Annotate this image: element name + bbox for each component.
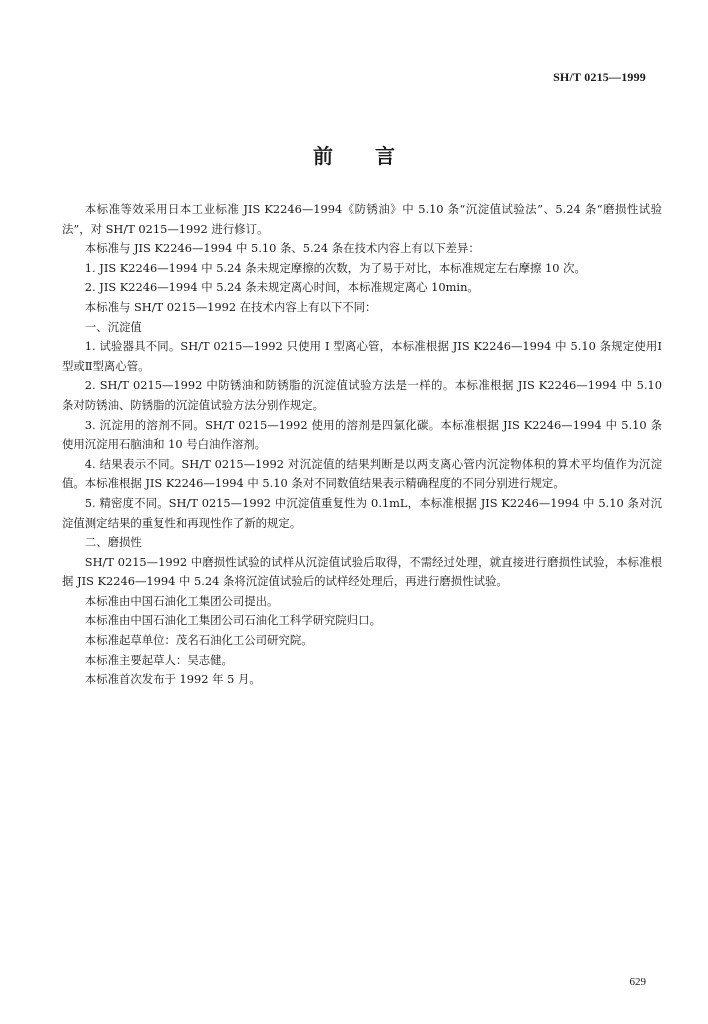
section-heading-abrasion: 二、磨损性 <box>84 535 142 550</box>
paragraph-proposer: 本标准由中国石油化工集团公司提出。 <box>84 593 279 608</box>
paragraph-adoption: 本标准等效采用日本工业标准 JIS K2246—1994《防锈油》中 5.10 条“沉淀值试验法”、5.24 条“磨损性试验法”，对 SH/T 0215—1992 进行修订。 <box>62 202 662 236</box>
section-heading-sediment: 一、沉淀值 <box>84 319 142 334</box>
paragraph-centralized: 本标准由中国石油化工集团公司石油化工科学研究院归口。 <box>84 613 381 628</box>
paragraph-sediment-5: 5. 精密度不同。SH/T 0215—1992 中沉淀值重复性为 0.1mL，本标准根据 JIS K2246—1994 中 5.10 条对沉淀值测定结果的重复性和再现性作了新的规定。 <box>62 495 662 530</box>
paragraph-first-release: 本标准首次发布于 1992 年 5 月。 <box>84 672 261 687</box>
paragraph-difference-2: 2. JIS K2246—1994 中 5.24 条未规定离心时间，本标准规定离心 10min。 <box>84 280 479 295</box>
paragraph-sediment-1: 1. 试验器具不同。SH/T 0215—1992 只使用 I 型离心管，本标准根据 JIS K2246—1994 中 5.10 条规定使用Ⅰ型或Ⅱ型离心管。 <box>62 339 662 373</box>
paragraph-changes-intro: 本标准与 SH/T 0215—1992 在技术内容上有以下不同： <box>84 299 377 314</box>
paragraph-drafting-unit: 本标准起草单位：茂名石油化工公司研究院。 <box>84 633 313 648</box>
paragraph-sediment-2: 2. SH/T 0215—1992 中防锈油和防锈脂的沉淀值试验方法是一样的。本标准根据 JIS K2246—1994 中 5.10 条对防锈油、防锈脂的沉淀值试验方法分别作规定。 <box>62 378 662 412</box>
paragraph-difference-1: 1. JIS K2246—1994 中 5.24 条未规定摩擦的次数，为了易于对比，本标准规定左右摩擦 10 次。 <box>84 260 586 275</box>
paragraph-drafter: 本标准主要起草人：吴志健。 <box>84 652 233 667</box>
page-title: 前言 <box>313 144 437 168</box>
foreword-body <box>62 200 662 690</box>
paragraph-differences-intro: 本标准与 JIS K2246—1994 中 5.10 条、5.24 条在技术内容上有以下差异： <box>84 241 480 256</box>
standard-code: SH/T 0215—1999 <box>553 70 646 84</box>
paragraph-sediment-3: 3. 沉淀用的溶剂不同。SH/T 0215—1992 使用的溶剂是四氯化碳。本标准根据 JIS K2246—1994 中 5.10 条使用沉淀用石脑油和 10 号白油作溶剂。 <box>62 417 662 452</box>
paragraph-sediment-4: 4. 结果表示不同。SH/T 0215—1992 对沉淀值的结果判断是以两支离心管内沉淀物体积的算术平均值作为沉淀值。本标准根据 JIS K2246—1994 中 5.10 条对不同数值结果表示精确程度的不同分别进行规定。 <box>62 456 662 491</box>
page-number: 629 <box>629 976 646 988</box>
paragraph-abrasion: SH/T 0215—1992 中磨损性试验的试样从沉淀值试验后取得，不需经过处理，就直接进行磨损性试验，本标准根据 JIS K2246—1994 中 5.24 条将沉淀值试验后的试样经处理后，再进行磨损性试验。 <box>62 554 662 589</box>
